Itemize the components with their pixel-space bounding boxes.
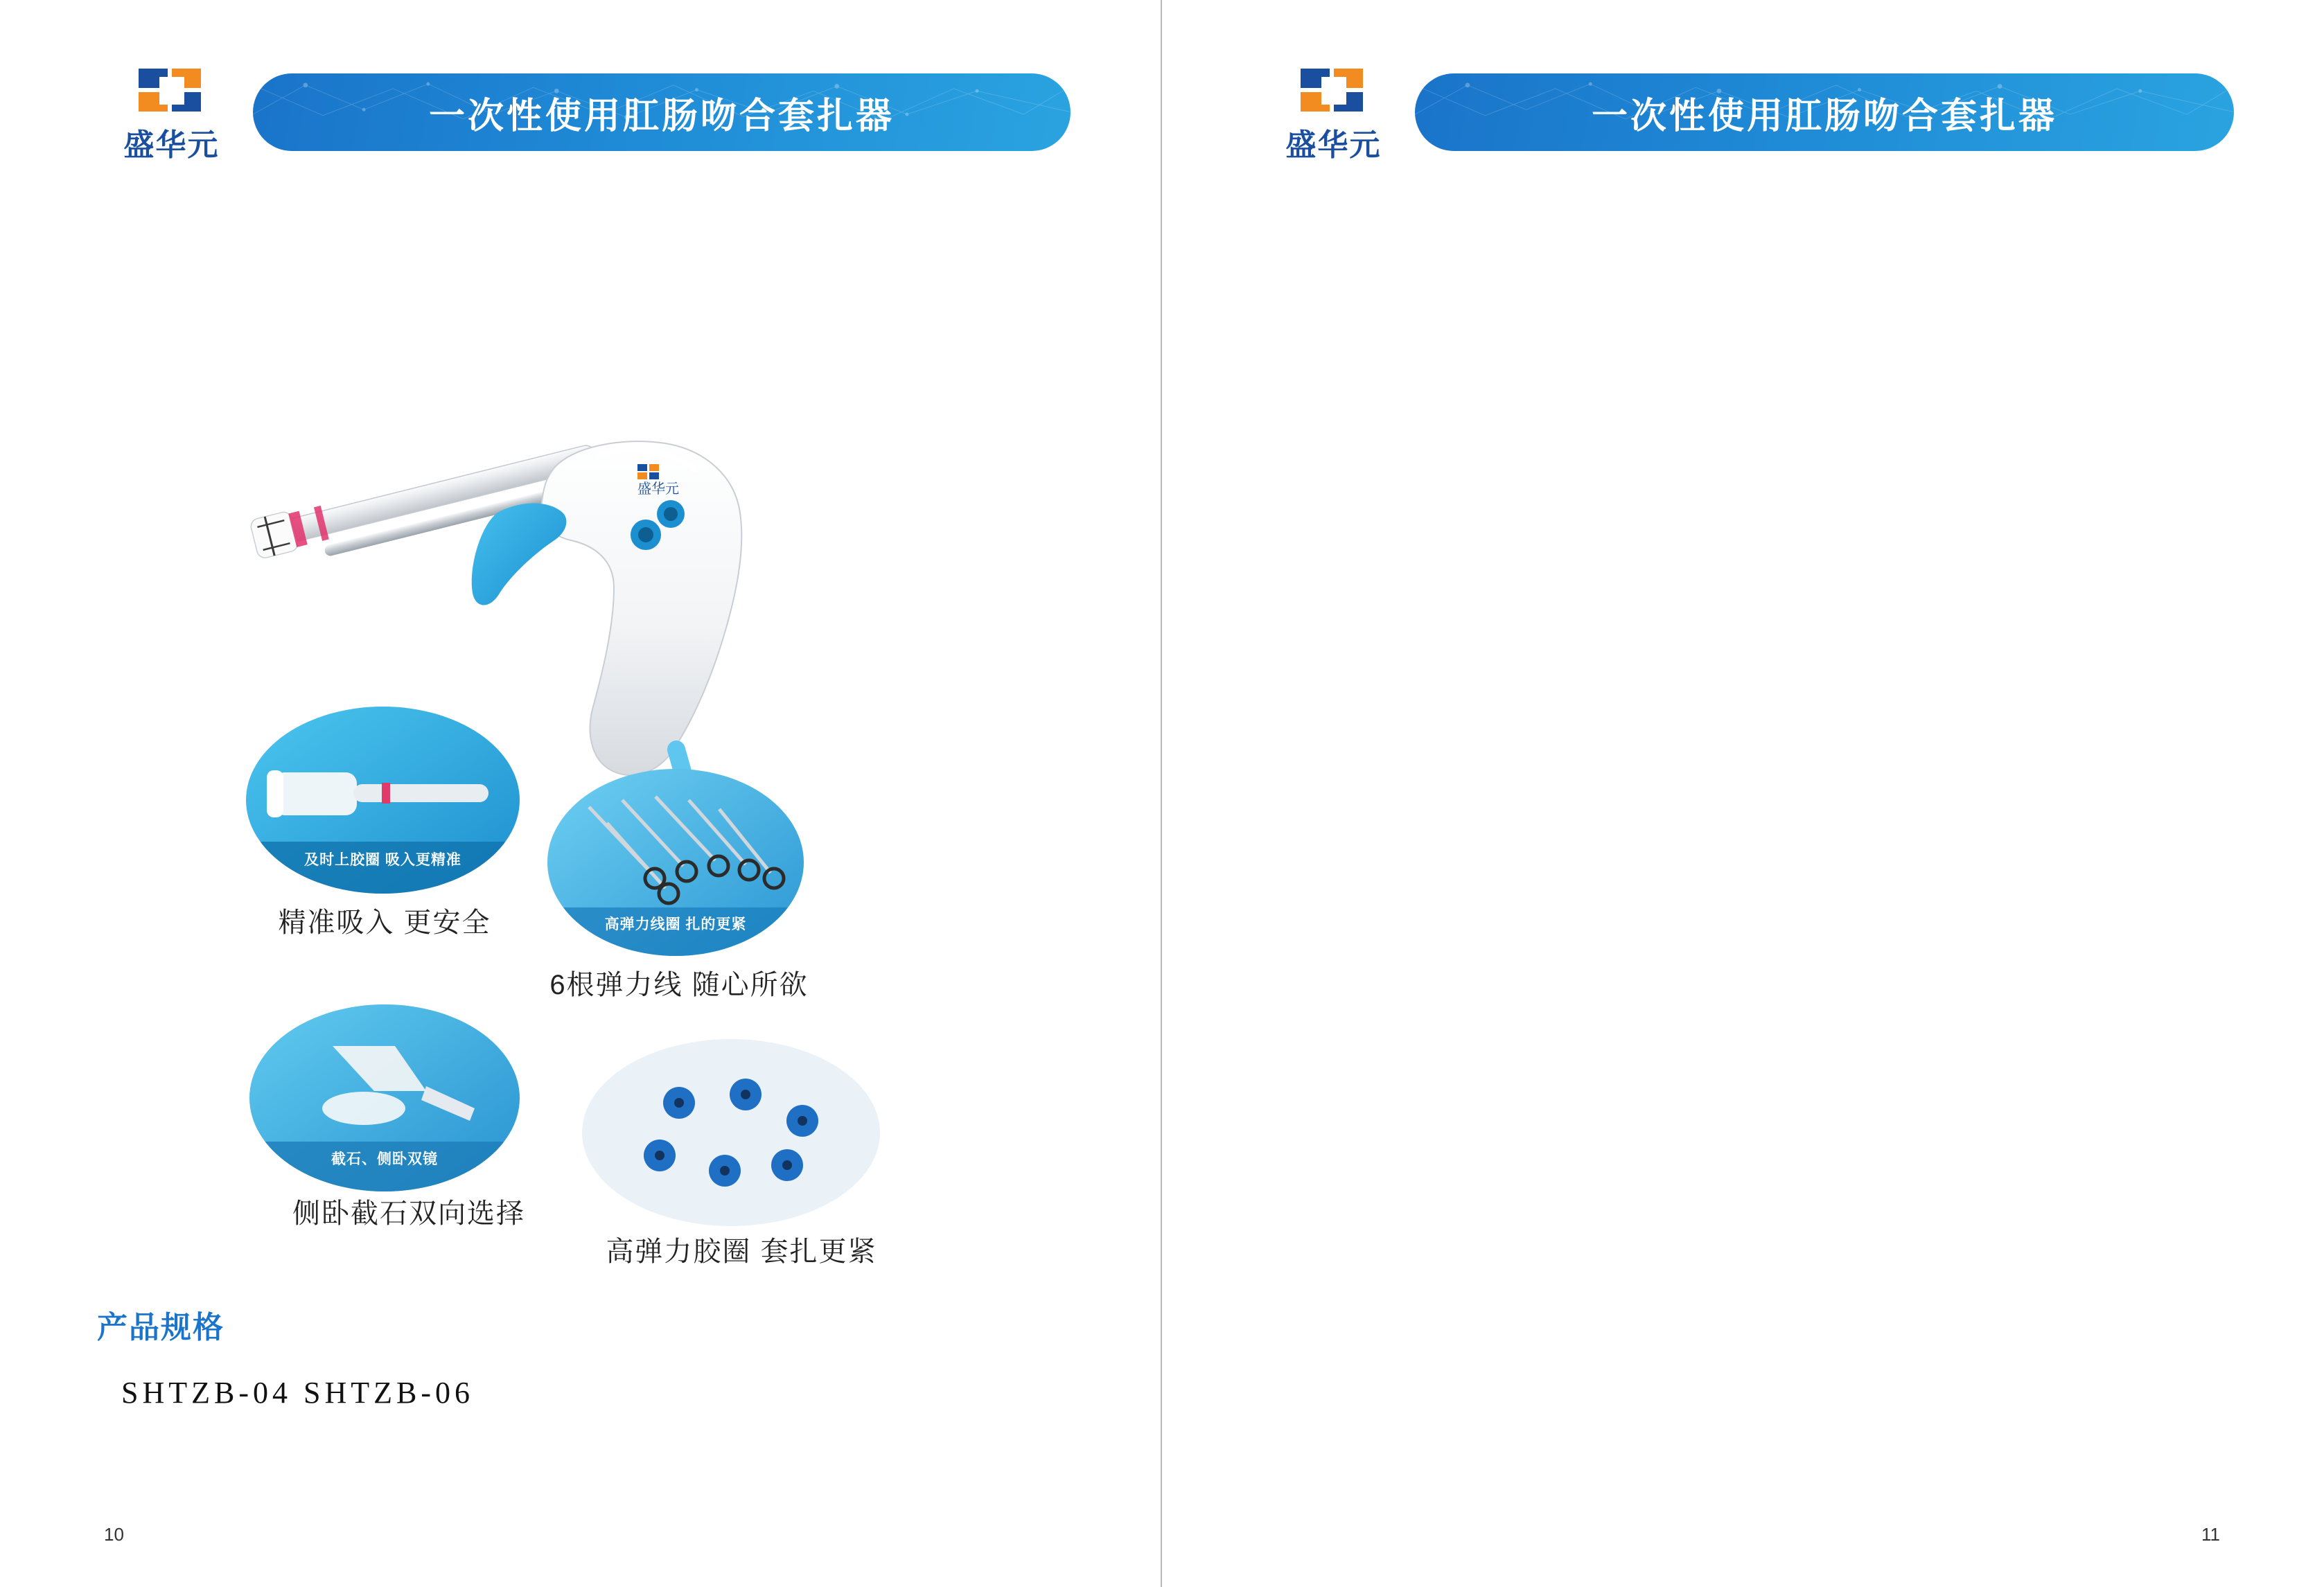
spec-value: SHTZB-04 SHTZB-06 [121,1376,474,1410]
left-page-title: 一次性使用肛肠吻合套扎器 [428,96,895,136]
svg-text:盛华元: 盛华元 [637,481,679,497]
logo-squares-icon [139,69,205,113]
brand-logo [104,61,239,172]
right-page-number: 11 [2201,1524,2220,1545]
left-page-number: 10 [104,1524,124,1545]
right-title-banner [1415,73,2234,151]
feature-photo-4 [582,1039,880,1226]
feature-2-caption: 6根弹力线 随心所欲 [549,970,809,1000]
right-page [1162,0,2324,1587]
feature-2-inner-caption: 高弹力线圈 扎的更紧 [604,916,747,932]
logo-squares-icon [1301,69,1367,113]
left-page-header [104,61,1071,172]
feature-photo-3 [249,1004,520,1191]
brand-logo-right [1266,61,1401,172]
brand-name-right: 盛华元 [1285,128,1382,162]
brand-name: 盛华元 [123,128,220,162]
feature-3-inner-caption: 截石、侧卧双镜 [331,1151,438,1167]
spec-title: 产品规格 [97,1311,225,1345]
elastic-rings-photo [582,1039,880,1226]
feature-photo-1 [246,707,520,894]
right-page-header [1266,61,2234,172]
feature-3-caption: 侧卧截石双向选择 [292,1198,525,1229]
feature-1-inner-caption: 及时上胶圈 吸入更精准 [304,852,461,868]
right-page-title: 一次性使用肛肠吻合套扎器 [1591,96,2057,136]
feature-1-caption: 精准吸入 更安全 [278,907,491,938]
feature-4-caption: 高弹力胶圈 套扎更紧 [606,1236,877,1267]
left-title-banner [253,73,1071,151]
feature-photo-2 [547,769,804,956]
